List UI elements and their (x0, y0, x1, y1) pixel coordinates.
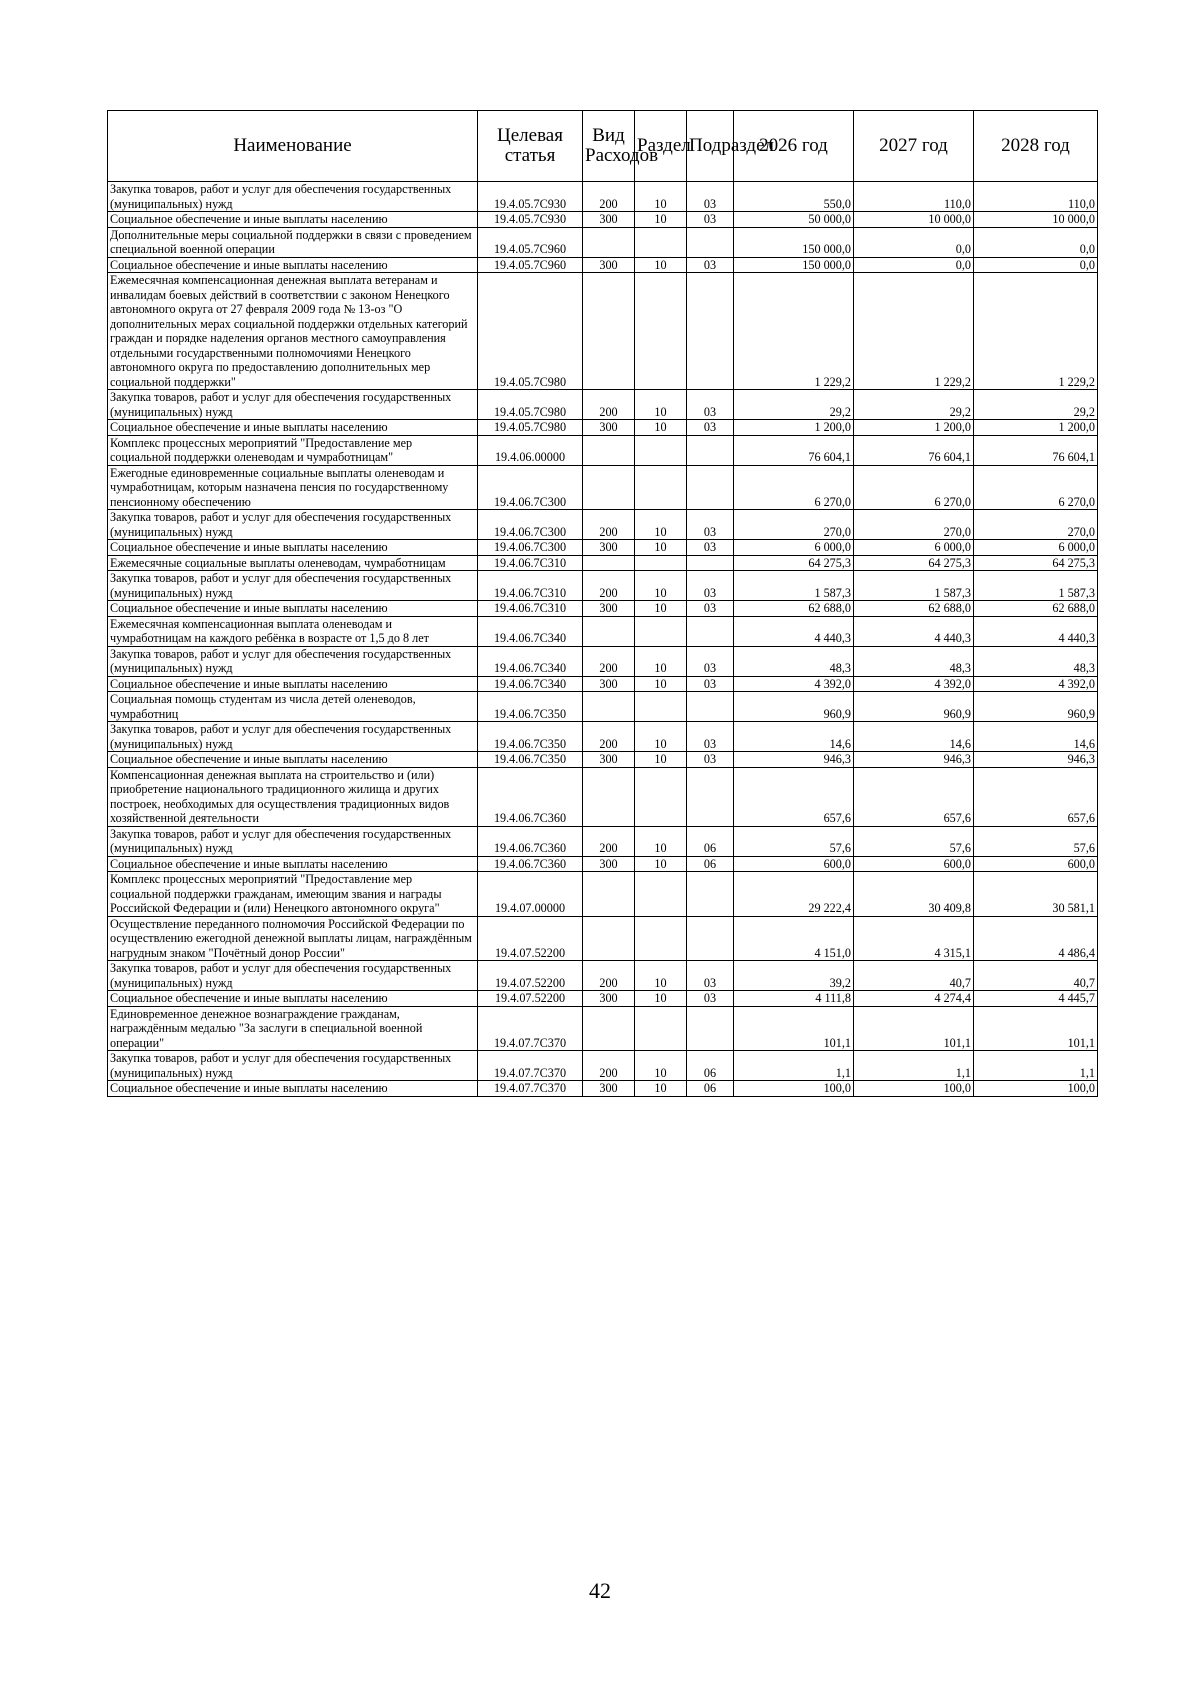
cell-subsection (687, 1006, 734, 1051)
cell-section (635, 767, 687, 826)
cell-section: 10 (635, 1081, 687, 1097)
cell-subsection: 03 (687, 540, 734, 556)
cell-2027: 29,2 (854, 390, 974, 420)
cell-target: 19.4.06.7С300 (478, 510, 583, 540)
cell-target: 19.4.05.7С980 (478, 390, 583, 420)
cell-section (635, 273, 687, 390)
cell-2026: 39,2 (734, 961, 854, 991)
cell-2028: 270,0 (974, 510, 1098, 540)
cell-subsection: 03 (687, 722, 734, 752)
table-row (108, 555, 1098, 571)
cell-target: 19.4.06.7С340 (478, 676, 583, 692)
cell-2026: 76 604,1 (734, 435, 854, 465)
cell-subsection: 03 (687, 961, 734, 991)
table-row (108, 465, 1098, 510)
cell-expense-type: 300 (583, 420, 635, 436)
cell-target: 19.4.07.00000 (478, 872, 583, 917)
table-row (108, 872, 1098, 917)
cell-name: Социальное обеспечение и иные выплаты населению (108, 676, 478, 692)
cell-2028: 76 604,1 (974, 435, 1098, 465)
cell-name: Социальная помощь студентам из числа детей оленеводов, чумработниц (108, 692, 478, 722)
table-row (108, 752, 1098, 768)
cell-2028: 946,3 (974, 752, 1098, 768)
cell-2027: 76 604,1 (854, 435, 974, 465)
cell-subsection (687, 555, 734, 571)
cell-2026: 57,6 (734, 826, 854, 856)
cell-section: 10 (635, 390, 687, 420)
cell-target: 19.4.07.7С370 (478, 1051, 583, 1081)
cell-2026: 550,0 (734, 182, 854, 212)
cell-target: 19.4.06.7С350 (478, 752, 583, 768)
table-row (108, 540, 1098, 556)
cell-subsection: 03 (687, 257, 734, 273)
cell-expense-type (583, 555, 635, 571)
header-2028: 2028 год (974, 111, 1098, 182)
cell-target: 19.4.05.7С980 (478, 273, 583, 390)
cell-2027: 4 440,3 (854, 616, 974, 646)
cell-name: Социальное обеспечение и иные выплаты населению (108, 752, 478, 768)
cell-name: Закупка товаров, работ и услуг для обеспечения государственных (муниципальных) нужд (108, 510, 478, 540)
cell-2026: 29 222,4 (734, 872, 854, 917)
cell-name: Социальное обеспечение и иные выплаты населению (108, 257, 478, 273)
cell-name: Единовременное денежное вознаграждение гражданам, награждённым медалью "За заслуги в специальной военной операции" (108, 1006, 478, 1051)
cell-subsection: 06 (687, 826, 734, 856)
cell-subsection (687, 767, 734, 826)
cell-2026: 1 229,2 (734, 273, 854, 390)
cell-subsection (687, 916, 734, 961)
cell-2027: 0,0 (854, 227, 974, 257)
cell-2027: 270,0 (854, 510, 974, 540)
cell-2027: 10 000,0 (854, 212, 974, 228)
header-section: Раздел (635, 111, 687, 182)
cell-target: 19.4.06.7С310 (478, 601, 583, 617)
cell-2027: 600,0 (854, 856, 974, 872)
cell-expense-type: 200 (583, 510, 635, 540)
budget-table (107, 110, 1098, 1097)
cell-expense-type: 300 (583, 991, 635, 1007)
table-row (108, 856, 1098, 872)
cell-name: Закупка товаров, работ и услуг для обеспечения государственных (муниципальных) нужд (108, 826, 478, 856)
cell-expense-type (583, 1006, 635, 1051)
cell-2027: 1 200,0 (854, 420, 974, 436)
cell-name: Компенсационная денежная выплата на строительство и (или) приобретение национального традиционного жилища и других построек, необходимых для осуществления традиционных видов хозяйственной деятельности (108, 767, 478, 826)
cell-2027: 0,0 (854, 257, 974, 273)
header-2027: 2027 год (854, 111, 974, 182)
cell-target: 19.4.07.52200 (478, 916, 583, 961)
cell-2027: 657,6 (854, 767, 974, 826)
cell-2026: 1,1 (734, 1051, 854, 1081)
cell-target: 19.4.06.7С360 (478, 826, 583, 856)
cell-subsection: 03 (687, 752, 734, 768)
cell-2028: 1 229,2 (974, 273, 1098, 390)
cell-2028: 4 392,0 (974, 676, 1098, 692)
cell-section: 10 (635, 646, 687, 676)
table-row (108, 435, 1098, 465)
cell-name: Комплекс процессных мероприятий "Предоставление мер социальной поддержки гражданам, имеющим звания и награды Российской Федерации и (или) Ненецкого автономного округа" (108, 872, 478, 917)
cell-subsection: 06 (687, 1081, 734, 1097)
cell-section: 10 (635, 510, 687, 540)
cell-subsection (687, 227, 734, 257)
cell-target: 19.4.06.7С340 (478, 646, 583, 676)
cell-subsection (687, 692, 734, 722)
cell-target: 19.4.07.7С370 (478, 1006, 583, 1051)
cell-2026: 270,0 (734, 510, 854, 540)
cell-target: 19.4.05.7С960 (478, 257, 583, 273)
cell-target: 19.4.06.7С360 (478, 856, 583, 872)
cell-2028: 1 200,0 (974, 420, 1098, 436)
cell-name: Закупка товаров, работ и услуг для обеспечения государственных (муниципальных) нужд (108, 571, 478, 601)
cell-name: Социальное обеспечение и иные выплаты населению (108, 601, 478, 617)
cell-2028: 40,7 (974, 961, 1098, 991)
cell-2027: 48,3 (854, 646, 974, 676)
cell-2027: 64 275,3 (854, 555, 974, 571)
cell-subsection: 03 (687, 510, 734, 540)
cell-expense-type: 300 (583, 856, 635, 872)
cell-section (635, 227, 687, 257)
cell-2028: 1,1 (974, 1051, 1098, 1081)
cell-2027: 100,0 (854, 1081, 974, 1097)
cell-section (635, 1006, 687, 1051)
table-row (108, 767, 1098, 826)
header-name: Наименование (108, 111, 478, 182)
cell-section: 10 (635, 1051, 687, 1081)
cell-2026: 4 392,0 (734, 676, 854, 692)
cell-expense-type (583, 435, 635, 465)
cell-expense-type: 200 (583, 182, 635, 212)
table-row (108, 601, 1098, 617)
cell-target: 19.4.07.52200 (478, 991, 583, 1007)
cell-2028: 0,0 (974, 227, 1098, 257)
cell-section (635, 616, 687, 646)
cell-2026: 600,0 (734, 856, 854, 872)
header-target: Целевая статья (478, 111, 583, 182)
cell-target: 19.4.07.7С370 (478, 1081, 583, 1097)
cell-section: 10 (635, 856, 687, 872)
cell-name: Социальное обеспечение и иные выплаты населению (108, 856, 478, 872)
cell-2028: 29,2 (974, 390, 1098, 420)
cell-2028: 657,6 (974, 767, 1098, 826)
cell-expense-type (583, 273, 635, 390)
cell-section (635, 692, 687, 722)
cell-2026: 48,3 (734, 646, 854, 676)
cell-name: Закупка товаров, работ и услуг для обеспечения государственных (муниципальных) нужд (108, 722, 478, 752)
cell-subsection: 06 (687, 1051, 734, 1081)
cell-section: 10 (635, 722, 687, 752)
cell-2026: 1 200,0 (734, 420, 854, 436)
cell-2027: 57,6 (854, 826, 974, 856)
cell-2026: 657,6 (734, 767, 854, 826)
cell-subsection: 03 (687, 212, 734, 228)
table-row (108, 390, 1098, 420)
cell-section: 10 (635, 257, 687, 273)
cell-section (635, 916, 687, 961)
cell-subsection: 03 (687, 676, 734, 692)
cell-2027: 14,6 (854, 722, 974, 752)
cell-expense-type: 300 (583, 752, 635, 768)
cell-2026: 6 270,0 (734, 465, 854, 510)
cell-target: 19.4.05.7С980 (478, 420, 583, 436)
cell-2026: 4 440,3 (734, 616, 854, 646)
cell-target: 19.4.06.00000 (478, 435, 583, 465)
cell-expense-type: 200 (583, 1051, 635, 1081)
cell-2026: 4 111,8 (734, 991, 854, 1007)
cell-2027: 4 392,0 (854, 676, 974, 692)
cell-section (635, 555, 687, 571)
cell-2027: 960,9 (854, 692, 974, 722)
cell-section: 10 (635, 540, 687, 556)
cell-2026: 64 275,3 (734, 555, 854, 571)
cell-2027: 1,1 (854, 1051, 974, 1081)
cell-section: 10 (635, 601, 687, 617)
header-subsection: Подраздел (687, 111, 734, 182)
cell-2028: 4 486,4 (974, 916, 1098, 961)
cell-section: 10 (635, 571, 687, 601)
cell-name: Социальное обеспечение и иные выплаты населению (108, 420, 478, 436)
cell-subsection (687, 465, 734, 510)
cell-name: Осуществление переданного полномочия Российской Федерации по осуществлению ежегодной денежной выплаты лицам, награждённым нагрудным знаком "Почётный донор России" (108, 916, 478, 961)
cell-2026: 14,6 (734, 722, 854, 752)
cell-2027: 6 000,0 (854, 540, 974, 556)
cell-2027: 101,1 (854, 1006, 974, 1051)
cell-2026: 960,9 (734, 692, 854, 722)
cell-2027: 1 587,3 (854, 571, 974, 601)
cell-subsection: 03 (687, 646, 734, 676)
cell-subsection: 03 (687, 390, 734, 420)
cell-section: 10 (635, 676, 687, 692)
header-expense-type: Вид Расходов (583, 111, 635, 182)
table-row (108, 991, 1098, 1007)
table-row (108, 420, 1098, 436)
cell-2026: 4 151,0 (734, 916, 854, 961)
cell-subsection: 03 (687, 182, 734, 212)
cell-name: Дополнительные меры социальной поддержки в связи с проведением специальной военной операции (108, 227, 478, 257)
cell-2028: 4 440,3 (974, 616, 1098, 646)
cell-2026: 29,2 (734, 390, 854, 420)
table-row (108, 692, 1098, 722)
cell-expense-type: 200 (583, 961, 635, 991)
cell-2028: 960,9 (974, 692, 1098, 722)
cell-2026: 6 000,0 (734, 540, 854, 556)
cell-2028: 30 581,1 (974, 872, 1098, 917)
cell-name: Ежемесячная компенсационная денежная выплата ветеранам и инвалидам боевых действий в соответствии с законом Ненецкого автономного округа от 27 февраля 2009 года № 13-оз "О дополнительных мерах социальной поддержки отдельных категорий граждан и порядке наделения органов местного самоуправления отдельными государственными полномочиями Ненецкого автономного округа по предоставлению дополнительных мер социальной поддержки" (108, 273, 478, 390)
cell-name: Ежемесячные социальные выплаты оленеводам, чумработницам (108, 555, 478, 571)
cell-expense-type: 200 (583, 646, 635, 676)
cell-2026: 100,0 (734, 1081, 854, 1097)
cell-expense-type: 200 (583, 571, 635, 601)
table-row (108, 646, 1098, 676)
cell-target: 19.4.05.7С930 (478, 182, 583, 212)
cell-subsection: 06 (687, 856, 734, 872)
table-row (108, 616, 1098, 646)
cell-expense-type: 300 (583, 212, 635, 228)
cell-2027: 1 229,2 (854, 273, 974, 390)
cell-section: 10 (635, 420, 687, 436)
cell-section: 10 (635, 991, 687, 1007)
cell-2028: 4 445,7 (974, 991, 1098, 1007)
cell-2028: 64 275,3 (974, 555, 1098, 571)
cell-name: Закупка товаров, работ и услуг для обеспечения государственных (муниципальных) нужд (108, 1051, 478, 1081)
cell-expense-type: 300 (583, 601, 635, 617)
cell-target: 19.4.05.7С930 (478, 212, 583, 228)
table-row (108, 510, 1098, 540)
cell-expense-type: 300 (583, 257, 635, 273)
cell-expense-type: 200 (583, 826, 635, 856)
table-row (108, 182, 1098, 212)
cell-section (635, 465, 687, 510)
cell-2026: 150 000,0 (734, 227, 854, 257)
table-row (108, 1081, 1098, 1097)
cell-section: 10 (635, 212, 687, 228)
table-row (108, 1051, 1098, 1081)
cell-name: Социальное обеспечение и иные выплаты населению (108, 991, 478, 1007)
cell-subsection (687, 273, 734, 390)
cell-2028: 6 000,0 (974, 540, 1098, 556)
cell-2026: 150 000,0 (734, 257, 854, 273)
cell-target: 19.4.06.7С350 (478, 722, 583, 752)
cell-2027: 4 274,4 (854, 991, 974, 1007)
cell-2026: 101,1 (734, 1006, 854, 1051)
cell-target: 19.4.06.7С360 (478, 767, 583, 826)
cell-target: 19.4.06.7С350 (478, 692, 583, 722)
cell-name: Ежегодные единовременные социальные выплаты оленеводам и чумработницам, которым назначена пенсия по государственному пенсионному обеспечению (108, 465, 478, 510)
table-row (108, 916, 1098, 961)
table-row (108, 722, 1098, 752)
cell-name: Закупка товаров, работ и услуг для обеспечения государственных (муниципальных) нужд (108, 646, 478, 676)
cell-2027: 946,3 (854, 752, 974, 768)
cell-2027: 6 270,0 (854, 465, 974, 510)
cell-subsection: 03 (687, 420, 734, 436)
cell-2026: 62 688,0 (734, 601, 854, 617)
cell-name: Закупка товаров, работ и услуг для обеспечения государственных (муниципальных) нужд (108, 390, 478, 420)
cell-2028: 10 000,0 (974, 212, 1098, 228)
cell-subsection (687, 616, 734, 646)
cell-2028: 48,3 (974, 646, 1098, 676)
cell-subsection (687, 435, 734, 465)
cell-target: 19.4.06.7С340 (478, 616, 583, 646)
table-header-row (108, 111, 1098, 182)
cell-section (635, 435, 687, 465)
cell-target: 19.4.06.7С300 (478, 465, 583, 510)
cell-expense-type: 300 (583, 1081, 635, 1097)
cell-2028: 1 587,3 (974, 571, 1098, 601)
cell-subsection: 03 (687, 571, 734, 601)
cell-section: 10 (635, 182, 687, 212)
cell-expense-type (583, 916, 635, 961)
table-row (108, 961, 1098, 991)
cell-expense-type: 300 (583, 540, 635, 556)
cell-expense-type (583, 227, 635, 257)
cell-2027: 110,0 (854, 182, 974, 212)
cell-name: Ежемесячная компенсационная выплата оленеводам и чумработницам на каждого ребёнка в возрасте от 1,5 до 8 лет (108, 616, 478, 646)
cell-target: 19.4.07.52200 (478, 961, 583, 991)
cell-section: 10 (635, 826, 687, 856)
cell-target: 19.4.05.7С960 (478, 227, 583, 257)
cell-2028: 100,0 (974, 1081, 1098, 1097)
cell-2027: 4 315,1 (854, 916, 974, 961)
cell-name: Социальное обеспечение и иные выплаты населению (108, 212, 478, 228)
cell-2028: 6 270,0 (974, 465, 1098, 510)
cell-2028: 600,0 (974, 856, 1098, 872)
cell-target: 19.4.06.7С310 (478, 555, 583, 571)
cell-2027: 40,7 (854, 961, 974, 991)
cell-2028: 14,6 (974, 722, 1098, 752)
cell-subsection: 03 (687, 601, 734, 617)
cell-2028: 57,6 (974, 826, 1098, 856)
cell-expense-type (583, 872, 635, 917)
cell-section (635, 872, 687, 917)
cell-2027: 62 688,0 (854, 601, 974, 617)
table-row (108, 273, 1098, 390)
table-row (108, 826, 1098, 856)
cell-subsection (687, 872, 734, 917)
table-row (108, 257, 1098, 273)
cell-target: 19.4.06.7С310 (478, 571, 583, 601)
cell-expense-type (583, 616, 635, 646)
table-row (108, 571, 1098, 601)
cell-name: Закупка товаров, работ и услуг для обеспечения государственных (муниципальных) нужд (108, 961, 478, 991)
cell-expense-type: 300 (583, 676, 635, 692)
cell-2027: 30 409,8 (854, 872, 974, 917)
cell-2028: 101,1 (974, 1006, 1098, 1051)
cell-name: Социальное обеспечение и иные выплаты населению (108, 540, 478, 556)
cell-2028: 0,0 (974, 257, 1098, 273)
table-row (108, 227, 1098, 257)
cell-section: 10 (635, 752, 687, 768)
header-2026: 2026 год (734, 111, 854, 182)
page-number: 42 (589, 1578, 611, 1603)
cell-2026: 946,3 (734, 752, 854, 768)
cell-subsection: 03 (687, 991, 734, 1007)
cell-name: Комплекс процессных мероприятий "Предоставление мер социальной поддержки оленеводам и чумработницам" (108, 435, 478, 465)
cell-2026: 50 000,0 (734, 212, 854, 228)
cell-name: Социальное обеспечение и иные выплаты населению (108, 1081, 478, 1097)
cell-section: 10 (635, 961, 687, 991)
cell-expense-type: 200 (583, 390, 635, 420)
cell-target: 19.4.06.7С300 (478, 540, 583, 556)
cell-2028: 110,0 (974, 182, 1098, 212)
cell-2028: 62 688,0 (974, 601, 1098, 617)
cell-expense-type (583, 692, 635, 722)
table-row (108, 1006, 1098, 1051)
table-row (108, 676, 1098, 692)
cell-name: Закупка товаров, работ и услуг для обеспечения государственных (муниципальных) нужд (108, 182, 478, 212)
cell-expense-type: 200 (583, 722, 635, 752)
cell-expense-type (583, 465, 635, 510)
cell-expense-type (583, 767, 635, 826)
cell-2026: 1 587,3 (734, 571, 854, 601)
table-row (108, 212, 1098, 228)
